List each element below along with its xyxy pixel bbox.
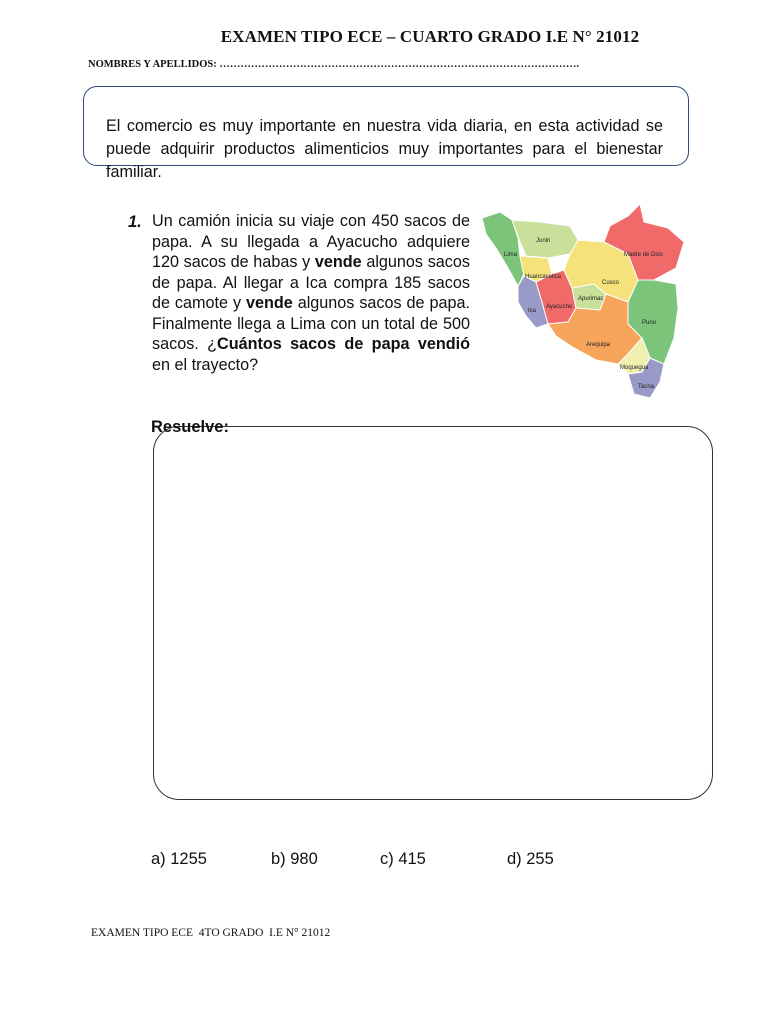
question-number: 1. xyxy=(128,213,142,231)
map-label-cusco: Cusco xyxy=(602,280,620,286)
option-d[interactable]: d) 255 xyxy=(507,850,554,868)
question-part-1: Un camión inicia su viaje con 450 sacos de papa. A su llegada a Ayacucho adquiere 120 sacos de habas y xyxy=(152,212,470,271)
question-text xyxy=(152,211,470,375)
page-footer: EXAMEN TIPO ECE 4TO GRADO I.E N° 21012 xyxy=(91,927,331,939)
map-label-puno: Puno xyxy=(642,320,657,326)
map-label-moquegua: Moquegua xyxy=(620,365,649,371)
answer-options xyxy=(0,850,768,874)
option-b[interactable]: b) 980 xyxy=(271,850,318,868)
question-bold-1: vende xyxy=(314,253,362,271)
peru-south-map xyxy=(478,198,690,404)
intro-text: El comercio es muy importante en nuestra vida diaria, en esta actividad se puede adquirir productos alimenticios muy importantes para el bienestar familiar. xyxy=(106,117,663,181)
resuelve-label: Resuelve: xyxy=(151,418,229,436)
map-label-arequipa: Arequipa xyxy=(586,342,611,348)
option-a[interactable]: a) 1255 xyxy=(151,850,207,868)
question-bold-2: vende xyxy=(245,294,293,312)
question-bold-3: Cuántos sacos de papa vendió xyxy=(217,335,470,353)
map-label-apurimac: Apurimac xyxy=(578,296,604,302)
option-c[interactable]: c) 415 xyxy=(380,850,426,868)
question-part-4: en el trayecto? xyxy=(152,355,259,374)
exam-title: EXAMEN TIPO ECE – CUARTO GRADO I.E N° 21012 xyxy=(220,27,640,46)
names-dotted-field[interactable]: …………………………………………………………………………………………. xyxy=(219,59,579,70)
question-part-3: algunos sacos de papa. Finalmente llega a Lima con un total de 500 sacos. ¿ xyxy=(152,294,470,353)
map-label-tacna: Tacna xyxy=(638,384,655,390)
answer-work-area[interactable] xyxy=(153,426,713,800)
map-label-huancavelica: Huancavelica xyxy=(525,274,562,280)
names-label: NOMBRES Y APELLIDOS: xyxy=(88,59,217,70)
names-line xyxy=(88,59,579,70)
map-label-lima: Lima xyxy=(504,252,518,258)
map-label-madre-de-dios: Madre de Dios xyxy=(624,252,664,258)
map-label-ica: Ica xyxy=(528,308,537,314)
question-part-2: algunos sacos de papa. Al llegar a Ica compra 185 sacos de camote y xyxy=(152,253,470,312)
map-label-ayacucho: Ayacucho xyxy=(546,304,573,310)
map-label-junin: Junin xyxy=(536,238,551,244)
